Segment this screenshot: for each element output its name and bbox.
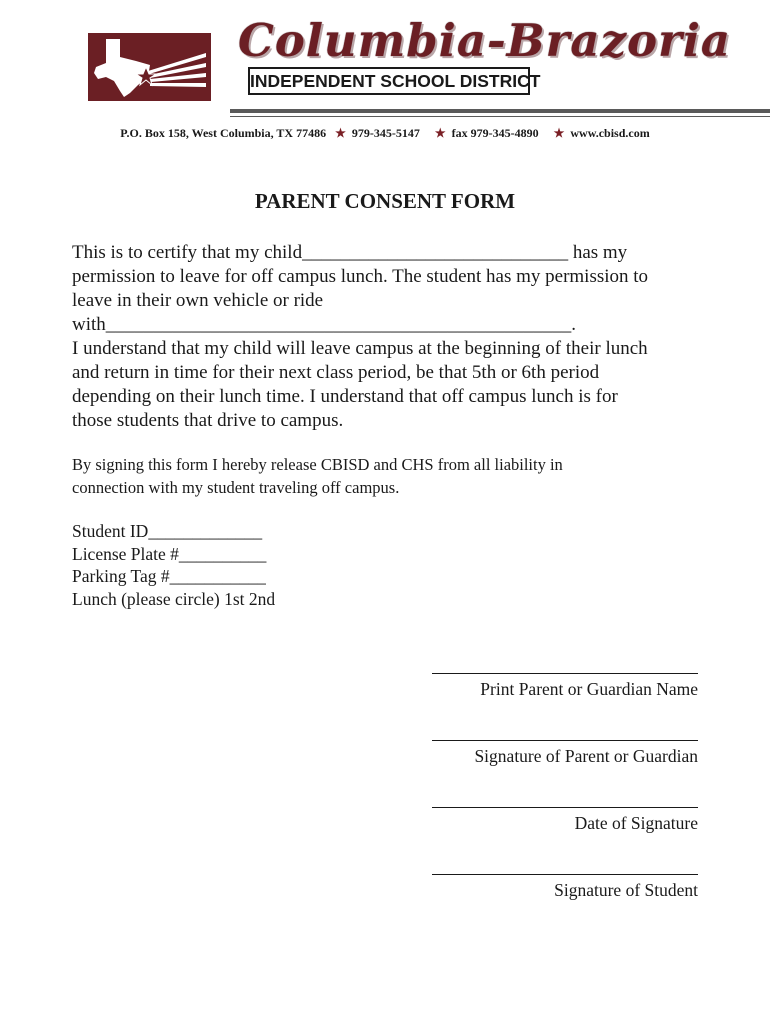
lunch-period-field[interactable]: Lunch (please circle) 1st 2nd: [72, 588, 276, 609]
district-logo: [88, 33, 211, 101]
paragraph-line: those students that drive to campus.: [72, 410, 344, 431]
date-block[interactable]: [432, 807, 698, 834]
liability-release: [72, 453, 712, 499]
address: P.O. Box 158, West Columbia, TX 77486: [120, 126, 327, 140]
phone: 979-345-5147: [351, 126, 420, 140]
paragraph-line: I understand that my child will leave campus at the beginning of their lunch: [72, 338, 648, 359]
district-subtitle: INDEPENDENT SCHOOL DISTRICT: [248, 67, 530, 95]
license-plate-field[interactable]: License Plate #__________: [72, 543, 267, 564]
paragraph-line: permission to leave for off campus lunch. The student has my permission to: [72, 266, 649, 287]
student-signature-block[interactable]: [432, 874, 698, 901]
star-icon: ★: [434, 126, 446, 140]
header-divider: [230, 109, 770, 113]
paragraph-line: This is to certify that my child____________________________ has my: [72, 242, 628, 263]
parent-signature-block[interactable]: [432, 740, 698, 767]
signature-line[interactable]: [432, 807, 698, 808]
release-line: connection with my student traveling off campus.: [72, 478, 400, 497]
signature-line[interactable]: [432, 673, 698, 674]
signature-line[interactable]: [432, 740, 698, 741]
signature-label: Signature of Student: [554, 880, 698, 900]
signature-label: Date of Signature: [574, 813, 698, 833]
fax: fax 979-345-4890: [451, 126, 539, 140]
paragraph-line: depending on their lunch time. I understand that off campus lunch is for: [72, 386, 618, 407]
form-title: PARENT CONSENT FORM: [254, 189, 516, 213]
parent-name-block[interactable]: [432, 673, 698, 700]
paragraph-line: with_________________________________________________.: [72, 314, 577, 335]
consent-paragraph: [72, 241, 712, 433]
website: www.cbisd.com: [570, 126, 650, 140]
header-divider-thin: [230, 116, 770, 117]
release-line: By signing this form I hereby release CBISD and CHS from all liability in: [72, 455, 563, 474]
star-icon: ★: [335, 126, 346, 140]
contact-info: [0, 126, 770, 141]
signature-label: Signature of Parent or Guardian: [474, 746, 698, 766]
texas-star-logo-icon: [88, 33, 211, 101]
signature-line[interactable]: [432, 874, 698, 875]
paragraph-line: leave in their own vehicle or ride: [72, 290, 324, 311]
student-id-field[interactable]: Student ID_____________: [72, 521, 263, 541]
paragraph-line: and return in time for their next class period, be that 5th or 6th period: [72, 362, 600, 383]
student-fields: [72, 520, 275, 610]
star-icon: ★: [553, 126, 565, 140]
signature-label: Print Parent or Guardian Name: [480, 679, 698, 699]
parking-tag-field[interactable]: Parking Tag #___________: [72, 566, 266, 586]
district-name: Columbia-Brazoria: [238, 14, 732, 67]
